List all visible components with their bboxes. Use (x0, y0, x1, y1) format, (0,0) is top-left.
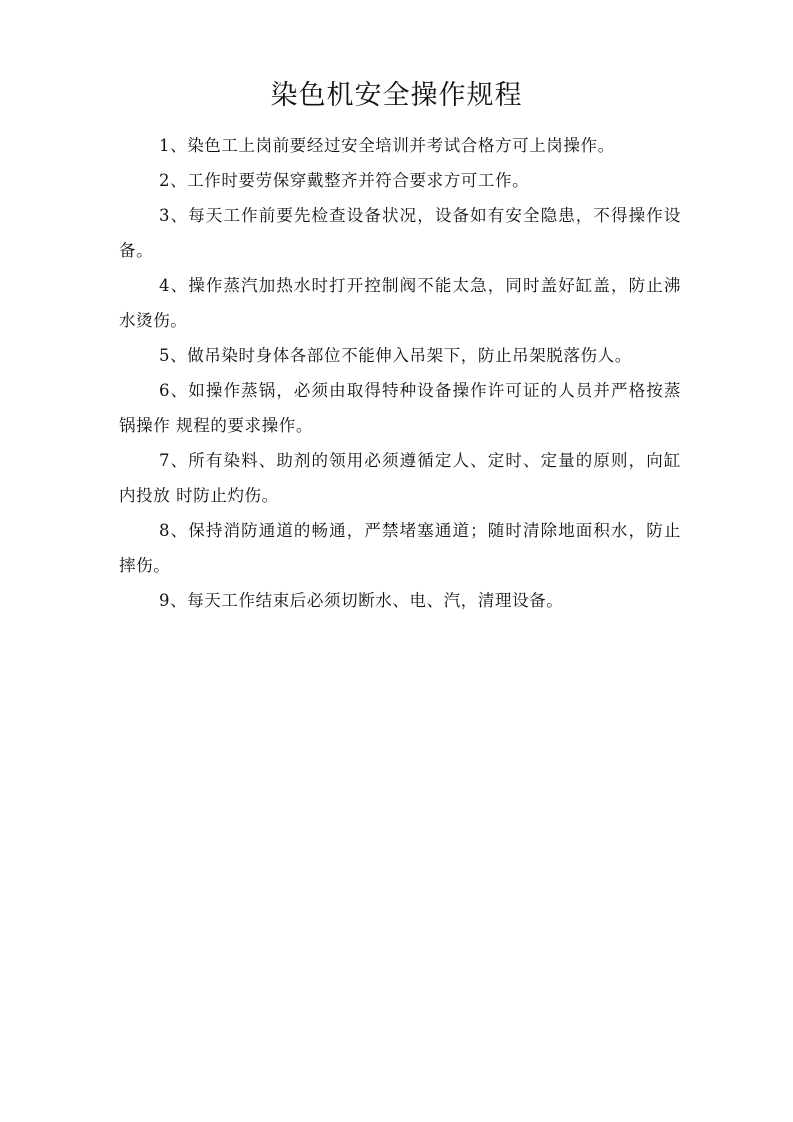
rule-item-7: 7、所有染料、助剂的领用必须遵循定人、定时、定量的原则，向缸内投放 时防止灼伤。 (119, 451, 681, 505)
document-title: 染色机安全操作规程 (270, 80, 523, 111)
rule-item-8: 8、保持消防通道的畅通，严禁堵塞通道；随时清除地面积水，防止摔伤。 (119, 521, 681, 575)
rule-item-5: 5、做吊染时身体各部位不能伸入吊架下，防止吊架脱落伤人。 (159, 346, 632, 365)
rule-item-3: 3、每天工作前要先检查设备状况，设备如有安全隐患，不得操作设备。 (119, 206, 681, 260)
rule-item-9: 9、每天工作结束后必须切断水、电、汽，清理设备。 (159, 591, 564, 610)
rule-item-1: 1、染色工上岗前要经过安全培训并考试合格方可上岗操作。 (159, 136, 615, 155)
rule-item-2: 2、工作时要劳保穿戴整齐并符合要求方可工作。 (159, 171, 530, 190)
rule-item-6: 6、如操作蒸锅，必须由取得特种设备操作许可证的人员并严格按蒸锅操作 规程的要求操作。 (119, 381, 681, 435)
rule-item-4: 4、操作蒸汽加热水时打开控制阀不能太急，同时盖好缸盖，防止沸水烫伤。 (119, 276, 681, 330)
rule-list (119, 128, 681, 618)
